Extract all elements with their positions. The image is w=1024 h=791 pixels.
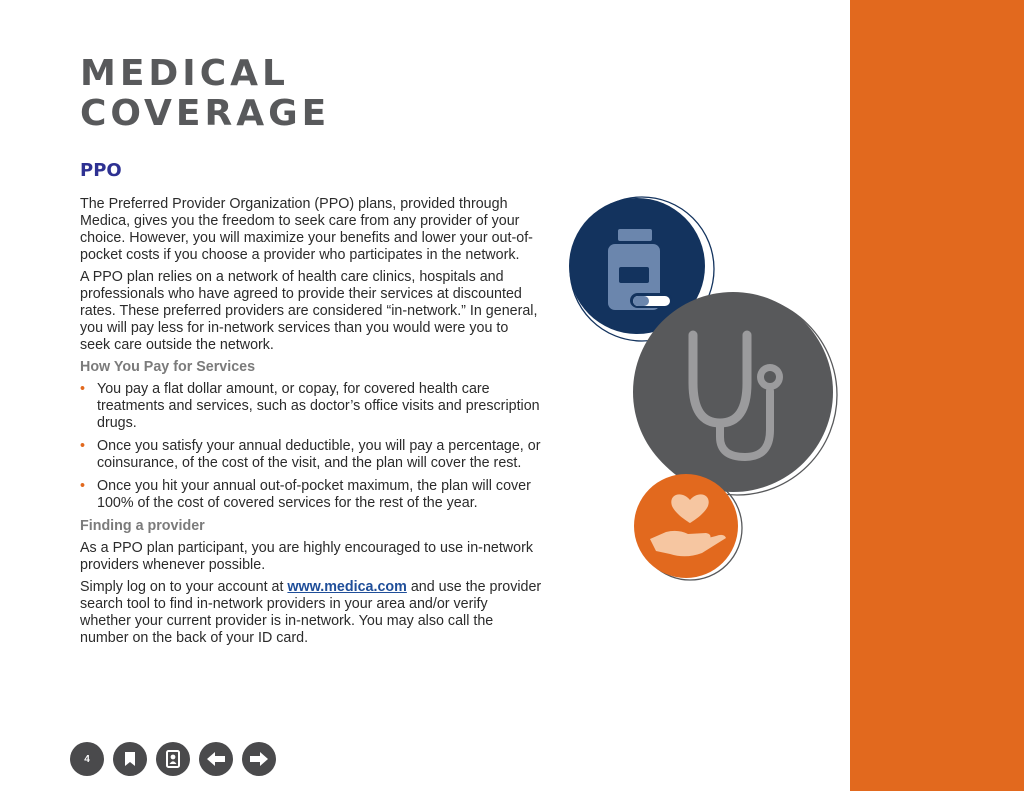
finding-paragraph-1: As a PPO plan participant, you are highly encouraged to use in-network providers whenever possible. xyxy=(80,540,533,573)
list-item: • Once you hit your annual out-of-pocket maximum, the plan will cover 100% of the cost of covered services for the rest of the year. xyxy=(80,478,531,511)
intro-paragraph-1: The Preferred Provider Organization (PPO) plans, provided through Medica, gives you the freedom to seek care from any provider of your choice. However, you will maximize your benefits and lower your out-of-pocket costs if you choose a provider who participates in the network. xyxy=(80,196,533,263)
body-content xyxy=(80,196,542,652)
intro-paragraph-2: A PPO plan relies on a network of health care clinics, hospitals and professionals who have agreed to provide their services at discounted rates. These preferred providers are considered “in-network.” In general, you will pay less for in-network services than you would were you to seek care outside the network. xyxy=(80,269,538,353)
arrow-left-icon xyxy=(206,751,226,767)
list-item: • You pay a flat dollar amount, or copay, for covered health care treatments and services, such as doctor’s office visits and prescription drugs. xyxy=(80,381,540,431)
heart-hand-icon xyxy=(634,474,742,580)
section-subtitle: PPO xyxy=(80,160,122,181)
bookmark-icon xyxy=(123,751,137,767)
list-item: • Once you satisfy your annual deductible, you will pay a percentage, or coinsurance, of the cost of the visit, and the plan will cover the rest. xyxy=(80,438,541,471)
orange-side-bar xyxy=(850,0,1024,791)
contacts-button[interactable] xyxy=(156,742,190,776)
page-title-line-2: COVERAGE xyxy=(80,93,331,134)
page-title xyxy=(80,54,330,134)
medica-link[interactable]: www.medica.com xyxy=(287,579,407,595)
pay-bullet-list xyxy=(80,381,542,512)
previous-page-button[interactable] xyxy=(199,742,233,776)
bookmark-button[interactable] xyxy=(113,742,147,776)
how-you-pay-heading: How You Pay for Services xyxy=(80,359,256,375)
page-title-line-1: MEDICAL xyxy=(80,53,289,94)
page-navigation xyxy=(70,742,276,776)
finding-provider-heading: Finding a provider xyxy=(80,518,205,534)
arrow-right-icon xyxy=(249,751,269,767)
next-page-button[interactable] xyxy=(242,742,276,776)
finding-paragraph-2: Simply log on to your account at www.medica.com and use the provider search tool to find in-network providers in your area and/or verify whether your current provider is in-network. You may also call the number on the back of your ID card. xyxy=(80,579,542,646)
page-number-button[interactable]: 4 xyxy=(70,742,104,776)
stethoscope-icon xyxy=(633,292,837,495)
contacts-icon xyxy=(165,750,181,768)
icon-illustration xyxy=(560,195,840,595)
